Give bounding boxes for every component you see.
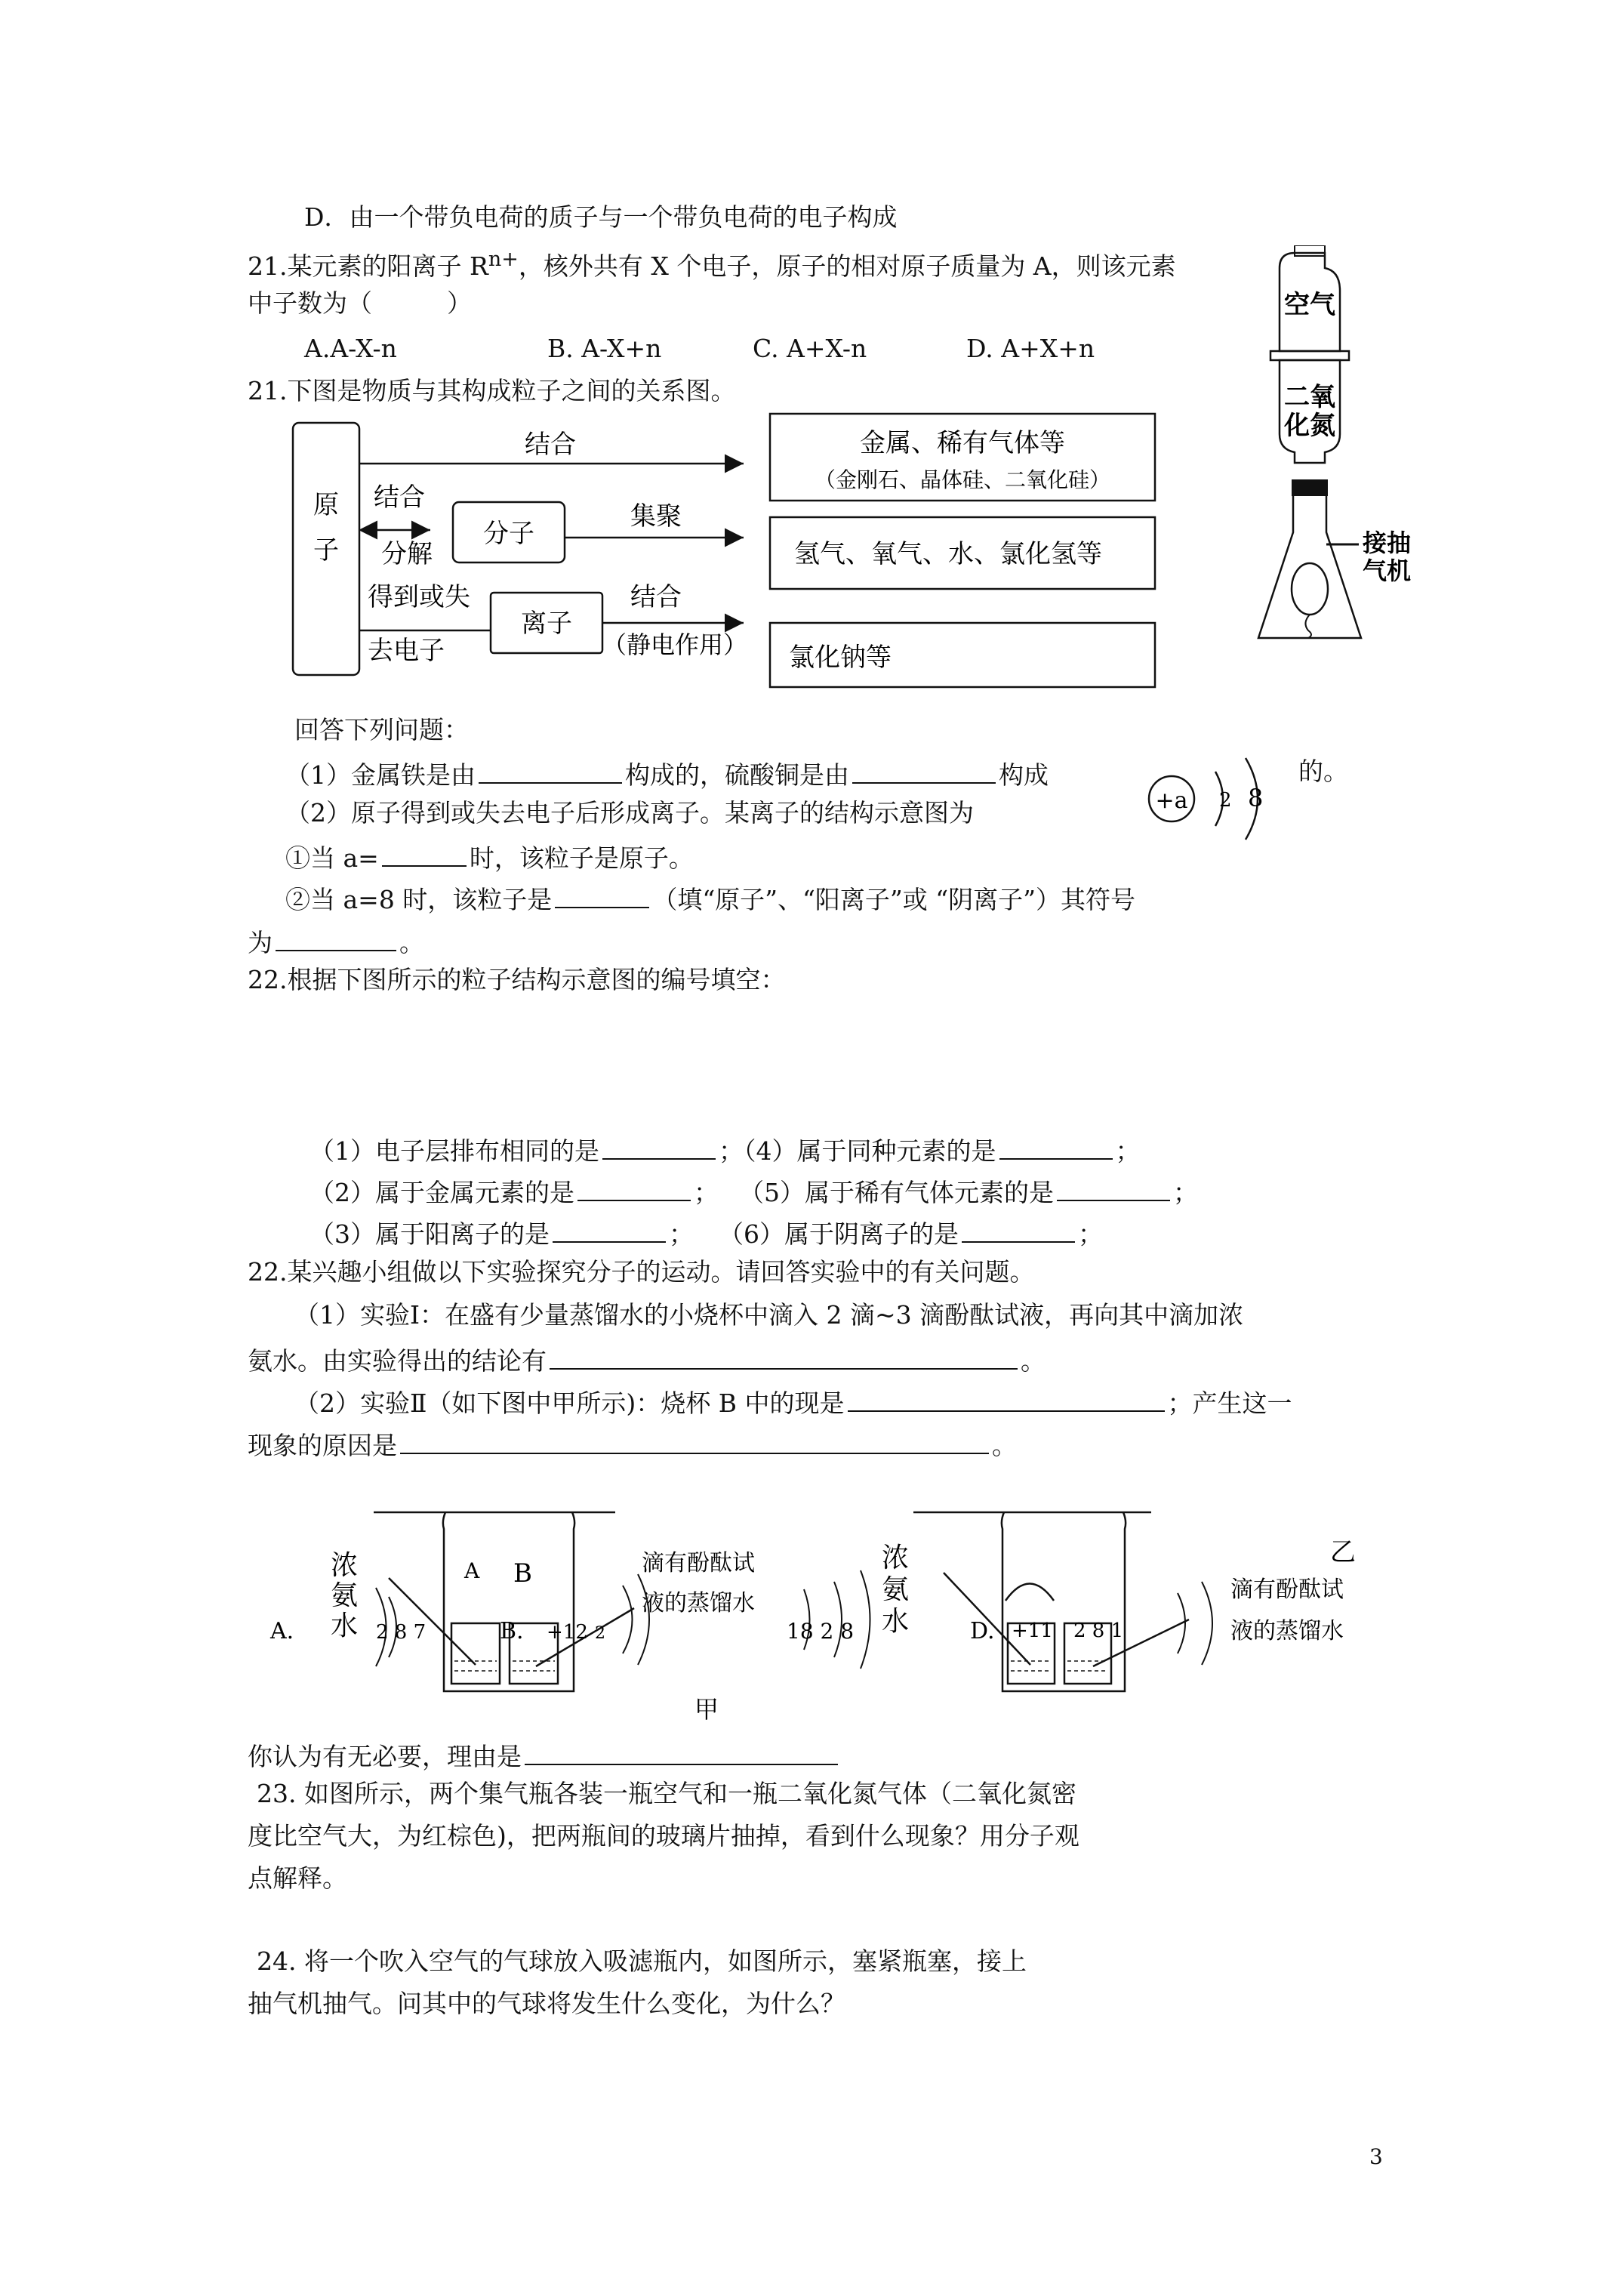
ammonia-char-1: 浓 [331, 1550, 359, 1581]
ans2-3-text-b: 。 [399, 928, 424, 957]
row3-blank-1[interactable] [553, 1214, 666, 1243]
ion-nucleus-label: +a [1155, 787, 1188, 814]
option-b-label: B. [500, 1618, 524, 1644]
relation-diagram [287, 408, 1163, 710]
option-b-shell: 2 [595, 1624, 605, 1643]
electrostatic-label: （静电作用） [602, 630, 748, 659]
q20-option-d: D．由一个带负电荷的质子与一个带负电荷的电子构成 [304, 202, 898, 232]
phenol-r-label-1: 滴有酚酞试 [1230, 1576, 1344, 1603]
air-label-1: 空气 [1284, 290, 1335, 320]
row1-text-a: （1）电子层排布相同的是 [310, 1136, 599, 1166]
q21a-option-c: C. A+X-n [753, 334, 867, 363]
row2-blank-1[interactable] [577, 1173, 691, 1201]
molecule-label: 分子 [483, 519, 534, 549]
suction-flask [1258, 496, 1361, 638]
exp2-text-c: 现象的原因是 [248, 1431, 397, 1460]
ans2-3-line [248, 923, 424, 960]
gain-lose-label-2: 去电子 [368, 636, 445, 666]
experiment-figure [249, 1499, 1412, 1725]
exp1-blank[interactable] [550, 1341, 1018, 1370]
no2-label-2: 化氮 [1284, 411, 1335, 441]
row2-blank-2[interactable] [1057, 1173, 1170, 1201]
beaker-b-label: B [513, 1558, 532, 1589]
exp3-text: 你认为有无必要，理由是 [248, 1742, 522, 1771]
figure-yi [882, 1512, 1356, 1691]
exp2-line1 [294, 1383, 1292, 1420]
exp3-blank[interactable] [525, 1737, 838, 1765]
option-b-nucleus: +12 [547, 1621, 588, 1644]
phenol-label-1: 滴有酚酞试 [642, 1550, 755, 1576]
q21a-line1 [248, 243, 1176, 283]
ans2-3-text-a: 为 [248, 928, 273, 957]
row1-blank-1[interactable] [602, 1131, 716, 1160]
ammonia2-char-1: 浓 [882, 1542, 910, 1573]
row3-blank-2[interactable] [962, 1214, 1075, 1243]
ans2-1-line [285, 838, 694, 875]
beaker-dome [1006, 1584, 1054, 1601]
option-d-label: D. [970, 1618, 995, 1644]
ionic-box-text: 氯化钠等 [789, 643, 892, 673]
q21b-title: 21.下图是物质与其构成粒子之间的关系图。 [248, 376, 736, 405]
ans2-1-text-b: 时，该粒子是原子。 [469, 843, 694, 873]
no2-label-1: 二氧 [1284, 382, 1335, 412]
row2-text-b: ； （5）属于稀有气体元素的是 [694, 1178, 1054, 1207]
ans2-1-blank[interactable] [382, 838, 467, 867]
side-figure [1249, 245, 1506, 653]
exp2-blank-1[interactable] [848, 1383, 1165, 1412]
molecular-box-text: 氢气、氧气、水、氯化氢等 [794, 539, 1102, 569]
exp2-text-b: ；产生这一 [1167, 1388, 1292, 1418]
ion-shell-1-count: 2 [1219, 789, 1232, 812]
exp3-line [248, 1737, 841, 1774]
combine-label-top: 结合 [525, 430, 576, 460]
ans2-2-text-a: ②当 a=8 时，该粒子是 [285, 885, 553, 914]
exp2-line2 [248, 1425, 1017, 1462]
flask-stopper [1292, 479, 1328, 496]
metal-box-line1: 金属、稀有气体等 [860, 428, 1065, 458]
option-c-nums: 18 2 8 [787, 1619, 855, 1644]
q22a-row-1 [310, 1131, 1141, 1168]
q24-line2: 抽气机抽气。问其中的气球将发生什么变化，为什么？ [248, 1989, 845, 2018]
q21a-pre: 21.某元素的阳离子 R [248, 251, 488, 281]
balloon [1292, 563, 1328, 615]
ans1-blank-2[interactable] [852, 755, 996, 784]
figure-jia [331, 1512, 755, 1724]
atom-label-1: 原 [313, 490, 339, 520]
row1-text-b: ；（4）属于同种元素的是 [719, 1136, 996, 1166]
q21a-sup: n+ [488, 248, 519, 271]
q21a-option-d: D. A+X+n [966, 334, 1095, 363]
ans2-line: （2）原子得到或失去电子后形成离子。某离子的结构示意图为 [285, 798, 974, 827]
row3-text-b: ； （6）属于阴离子的是 [669, 1219, 959, 1249]
glass-plate [1270, 351, 1349, 360]
exp2-text-a: （2）实验Ⅱ（如下图中甲所示)：烧杯 B 中的现是 [294, 1388, 845, 1418]
ans1-text-c: 构成 [999, 760, 1049, 790]
ans2-1-text-a: ①当 a= [285, 843, 379, 873]
ans2-2-text-b: （填“原子”、“阳离子”或 “阴离子”）其符号 [652, 885, 1136, 914]
beaker-a [451, 1623, 500, 1684]
row2-semicolon: ； [1173, 1178, 1198, 1207]
ammonia2-char-3: 水 [882, 1606, 910, 1637]
jar-top-neck [1295, 245, 1325, 256]
ans2-2-blank[interactable] [555, 880, 649, 908]
q23-line2: 度比空气大，为红棕色)，把两瓶间的玻璃片抽掉，看到什么现象？用分子观 [248, 1821, 1079, 1851]
ans1-line [285, 755, 1049, 792]
q22a-row-2 [310, 1173, 1198, 1210]
exp1-line2 [248, 1341, 1046, 1378]
row1-blank-2[interactable] [999, 1131, 1113, 1160]
q21a-option-b: B. A-X+n [547, 334, 662, 363]
q23-line1: 23. 如图所示，两个集气瓶各装一瓶空气和一瓶二氧化氮气体（二氧化氮密 [257, 1779, 1076, 1808]
combine-label-bot: 结合 [630, 582, 682, 612]
pump-label-1: 接抽 [1363, 529, 1412, 557]
label-yi: 乙 [1330, 1537, 1356, 1567]
pump-label-2: 气机 [1363, 556, 1412, 585]
exp1-line1: （1）实验Ⅰ：在盛有少量蒸馏水的小烧杯中滴入 2 滴~3 滴酚酞试液，再向其中滴加浓 [294, 1300, 1244, 1330]
q22b-title: 22.某兴趣小组做以下实验探究分子的运动。请回答实验中的有关问题。 [248, 1257, 1035, 1287]
option-a-shells: 2 8 7 [376, 1621, 427, 1644]
metal-box-line2: （金刚石、晶体硅、二氧化硅） [814, 467, 1111, 492]
row3-semicolon: ； [1078, 1219, 1103, 1249]
ans1-blank-1[interactable] [479, 755, 622, 784]
q23-line3: 点解释。 [248, 1863, 347, 1893]
gain-lose-label-1: 得到或失 [368, 582, 470, 612]
row2-text-a: （2）属于金属元素的是 [310, 1178, 574, 1207]
ans1-text-b: 构成的，硫酸铜是由 [625, 760, 849, 790]
ion-label: 离子 [521, 609, 572, 639]
q21a-option-a: A.A-X-n [304, 334, 397, 363]
row1-semicolon: ； [1115, 1136, 1141, 1166]
gather-label: 集聚 [630, 501, 682, 532]
ans2-2-line [285, 880, 1135, 917]
ans1-text-a: （1）金属铁是由 [285, 760, 476, 790]
ammonia-char-2: 氨 [331, 1580, 359, 1611]
row3-text-a: （3）属于阳离子的是 [310, 1219, 550, 1249]
ans2-3-blank[interactable] [276, 923, 396, 951]
exp2-text-d: 。 [992, 1431, 1017, 1460]
phenol-r-label-2: 液的蒸馏水 [1230, 1618, 1344, 1644]
ans-intro: 回答下列问题： [294, 715, 469, 744]
q22a-row-3 [310, 1214, 1103, 1251]
ans1-suffix: 的。 [1298, 757, 1348, 786]
ion-shell-2-count: 8 [1248, 784, 1264, 812]
ammonia-char-3: 水 [331, 1610, 359, 1641]
label-jia: 甲 [694, 1695, 719, 1724]
ammonia2-char-2: 氨 [882, 1574, 910, 1605]
option-a-label: A. [270, 1618, 294, 1644]
q22a-title: 22.根据下图所示的粒子结构示意图的编号填空： [248, 965, 786, 994]
q21a-line2: 中子数为（ ） [248, 288, 472, 318]
exp1-text-b: 。 [1021, 1346, 1046, 1376]
exp1-text-a: 氨水。由实验得出的结论有 [248, 1346, 547, 1376]
combine-label-mid: 结合 [374, 482, 425, 513]
q24-line1: 24. 将一个吹入空气的气球放入吸滤瓶内，如图所示，塞紧瓶塞，接上 [257, 1946, 1027, 1976]
decompose-label: 分解 [381, 539, 433, 569]
page-number: 3 [1369, 2144, 1383, 2169]
option-d-nucleus: +11 [1012, 1620, 1053, 1642]
exp2-blank-2[interactable] [400, 1425, 989, 1454]
option-d-shells: 2 8 1 [1073, 1620, 1124, 1642]
beaker-a-label: A [464, 1558, 480, 1583]
ion-structure-diagram [1140, 755, 1283, 853]
balloon-string [1305, 615, 1311, 638]
atom-label-2: 子 [313, 535, 339, 566]
q21a-post: ，核外共有 X 个电子，原子的相对原子质量为 A，则该元素 [518, 251, 1176, 281]
phenol-label-2: 液的蒸馏水 [642, 1590, 755, 1616]
